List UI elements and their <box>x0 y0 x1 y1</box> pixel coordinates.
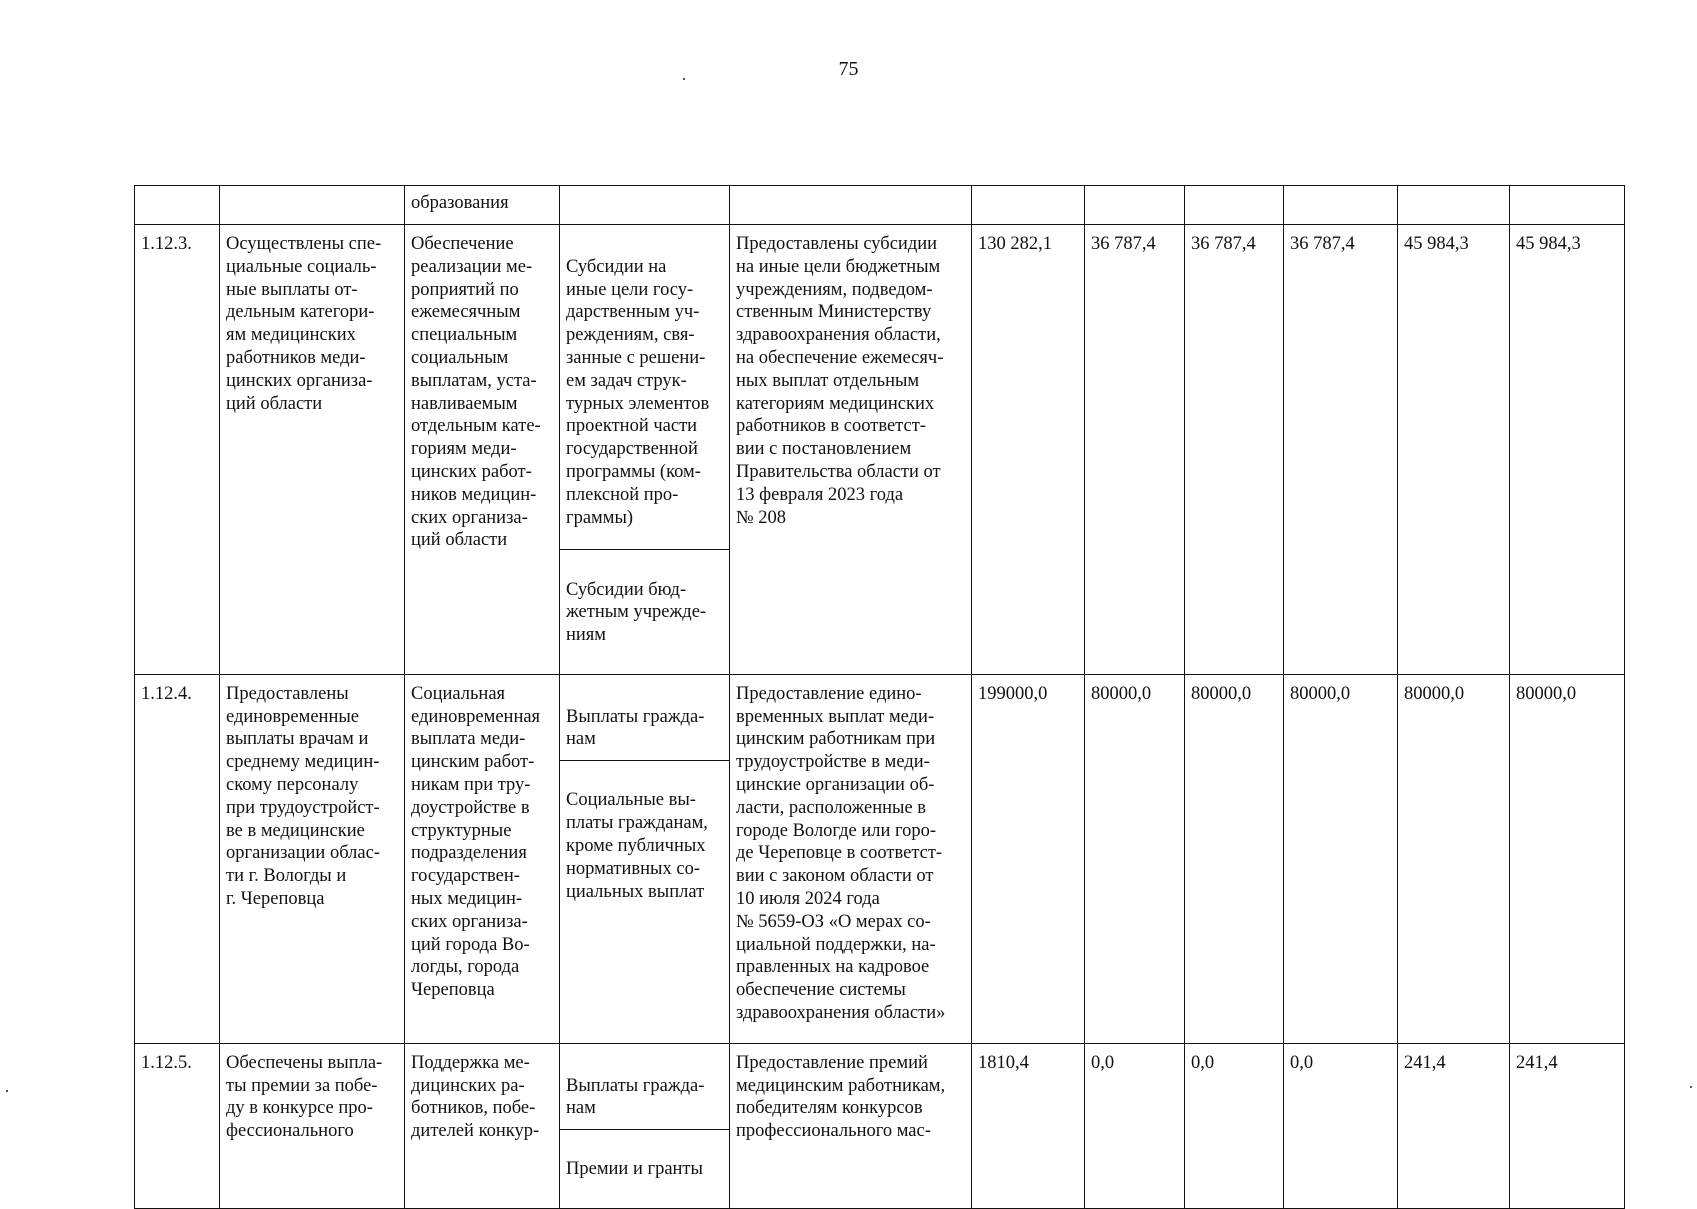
value-cell: 1810,4 <box>972 1043 1085 1208</box>
program-measures-table <box>134 185 1625 1209</box>
expense-type-top: Выплаты гражда- нам <box>560 698 729 761</box>
expense-type-cell <box>560 674 730 1043</box>
cell-empty <box>1510 186 1625 225</box>
value-cell: 45 984,3 <box>1510 225 1625 675</box>
row-number-cell: 1.12.4. <box>135 674 220 1043</box>
cell-empty <box>220 186 405 225</box>
value-cell: 80000,0 <box>1510 674 1625 1043</box>
value-cell: 80000,0 <box>1284 674 1398 1043</box>
row-number-cell: 1.12.3. <box>135 225 220 675</box>
row-number-cell: 1.12.5. <box>135 1043 220 1208</box>
expense-type-bottom: Премии и гранты <box>566 1159 703 1180</box>
measure-cell: Обеспечение реализации ме- роприятий по ежемесячным специальным социальным выплатам, уста- навливаемым отдельным кате- гориям меди- цинских работ- ников медицин- ских организа- ций области <box>405 225 560 675</box>
value-cell: 80000,0 <box>1185 674 1284 1043</box>
measure-cell: Социальная единовременная выплата меди- цинским работ- никам при тру- доустройстве в структурные подразделения государствен- ных медицин- ских организа- ций города Во- логды, города Череповца <box>405 674 560 1043</box>
measure-cell: Поддержка ме- дицинских ра- ботников, побе- дителей конкур- <box>405 1043 560 1208</box>
expense-type-top: Выплаты гражда- нам <box>560 1067 729 1130</box>
cell-empty <box>972 186 1085 225</box>
cell-empty <box>1085 186 1185 225</box>
expense-type-bottom: Субсидии бюд- жетным учрежде- ниям <box>566 579 707 646</box>
scan-speck <box>1690 1086 1692 1088</box>
value-cell: 80000,0 <box>1085 674 1185 1043</box>
value-cell: 0,0 <box>1185 1043 1284 1208</box>
value-cell: 80000,0 <box>1398 674 1510 1043</box>
value-cell: 130 282,1 <box>972 225 1085 675</box>
description-cell: Предоставление премий медицинским работникам, победителям конкурсов профессионального мас- <box>730 1043 972 1208</box>
scan-speck <box>683 78 685 80</box>
table-row-continuation <box>135 186 1625 225</box>
table-row <box>135 225 1625 675</box>
cell-empty <box>730 186 972 225</box>
result-cell: Обеспечены выпла- ты премии за побе- ду в конкурсе про- фессионального <box>220 1043 405 1208</box>
value-cell: 199000,0 <box>972 674 1085 1043</box>
page-number: 75 <box>838 58 859 80</box>
table-row <box>135 1043 1625 1208</box>
expense-type-top: Субсидии на иные цели госу- дарственным уч- реждениям, свя- занные с решени- ем задач струк- турных элементов проектной части государственной программы (ком- плексной про- граммы) <box>560 248 729 550</box>
result-cell: Предоставлены единовременные выплаты врачам и среднему медицин- скому персоналу при трудоустройст- ве в медицинские организации облас- ти г. Вологды и г. Череповца <box>220 674 405 1043</box>
expense-type-cell <box>560 1043 730 1208</box>
result-cell: Осуществлены спе- циальные социаль- ные выплаты от- дельным категори- ям медицинских работников меди- цинских организа- ций области <box>220 225 405 675</box>
value-cell: 241,4 <box>1510 1043 1625 1208</box>
table-row <box>135 674 1625 1043</box>
value-cell: 0,0 <box>1085 1043 1185 1208</box>
measure-cell: образования <box>405 186 560 225</box>
value-cell: 0,0 <box>1284 1043 1398 1208</box>
description-cell: Предоставление едино- временных выплат меди- цинским работникам при трудоустройстве в меди- цинские организации об- ласти, расположенные в городе Вологде или горо- де Череповце в соответст- вии с законом области от 10 июля 2024 года № 5659-ОЗ «О мерах со- циальной поддержки, на- правленных на кадровое обеспечение системы здравоохранения области» <box>730 674 972 1043</box>
cell-empty <box>1185 186 1284 225</box>
value-cell: 36 787,4 <box>1284 225 1398 675</box>
description-cell: Предоставлены субсидии на иные цели бюджетным учреждениям, подведом- ственным Министерству здравоохранения области, на обеспечение ежемесяч- ных выплат отдельным категориям медицинских работников в соответст- вии с постановлением Правительства области от 13 февраля 2023 года № 208 <box>730 225 972 675</box>
scan-speck <box>6 1090 8 1092</box>
value-cell: 241,4 <box>1398 1043 1510 1208</box>
value-cell: 36 787,4 <box>1185 225 1284 675</box>
expense-type-bottom: Социальные вы- платы гражданам, кроме публичных нормативных со- циальных выплат <box>566 790 708 902</box>
value-cell: 36 787,4 <box>1085 225 1185 675</box>
cell-empty <box>135 186 220 225</box>
cell-empty <box>1398 186 1510 225</box>
cell-empty <box>1284 186 1398 225</box>
cell-empty <box>560 186 730 225</box>
expense-type-cell <box>560 225 730 675</box>
value-cell: 45 984,3 <box>1398 225 1510 675</box>
